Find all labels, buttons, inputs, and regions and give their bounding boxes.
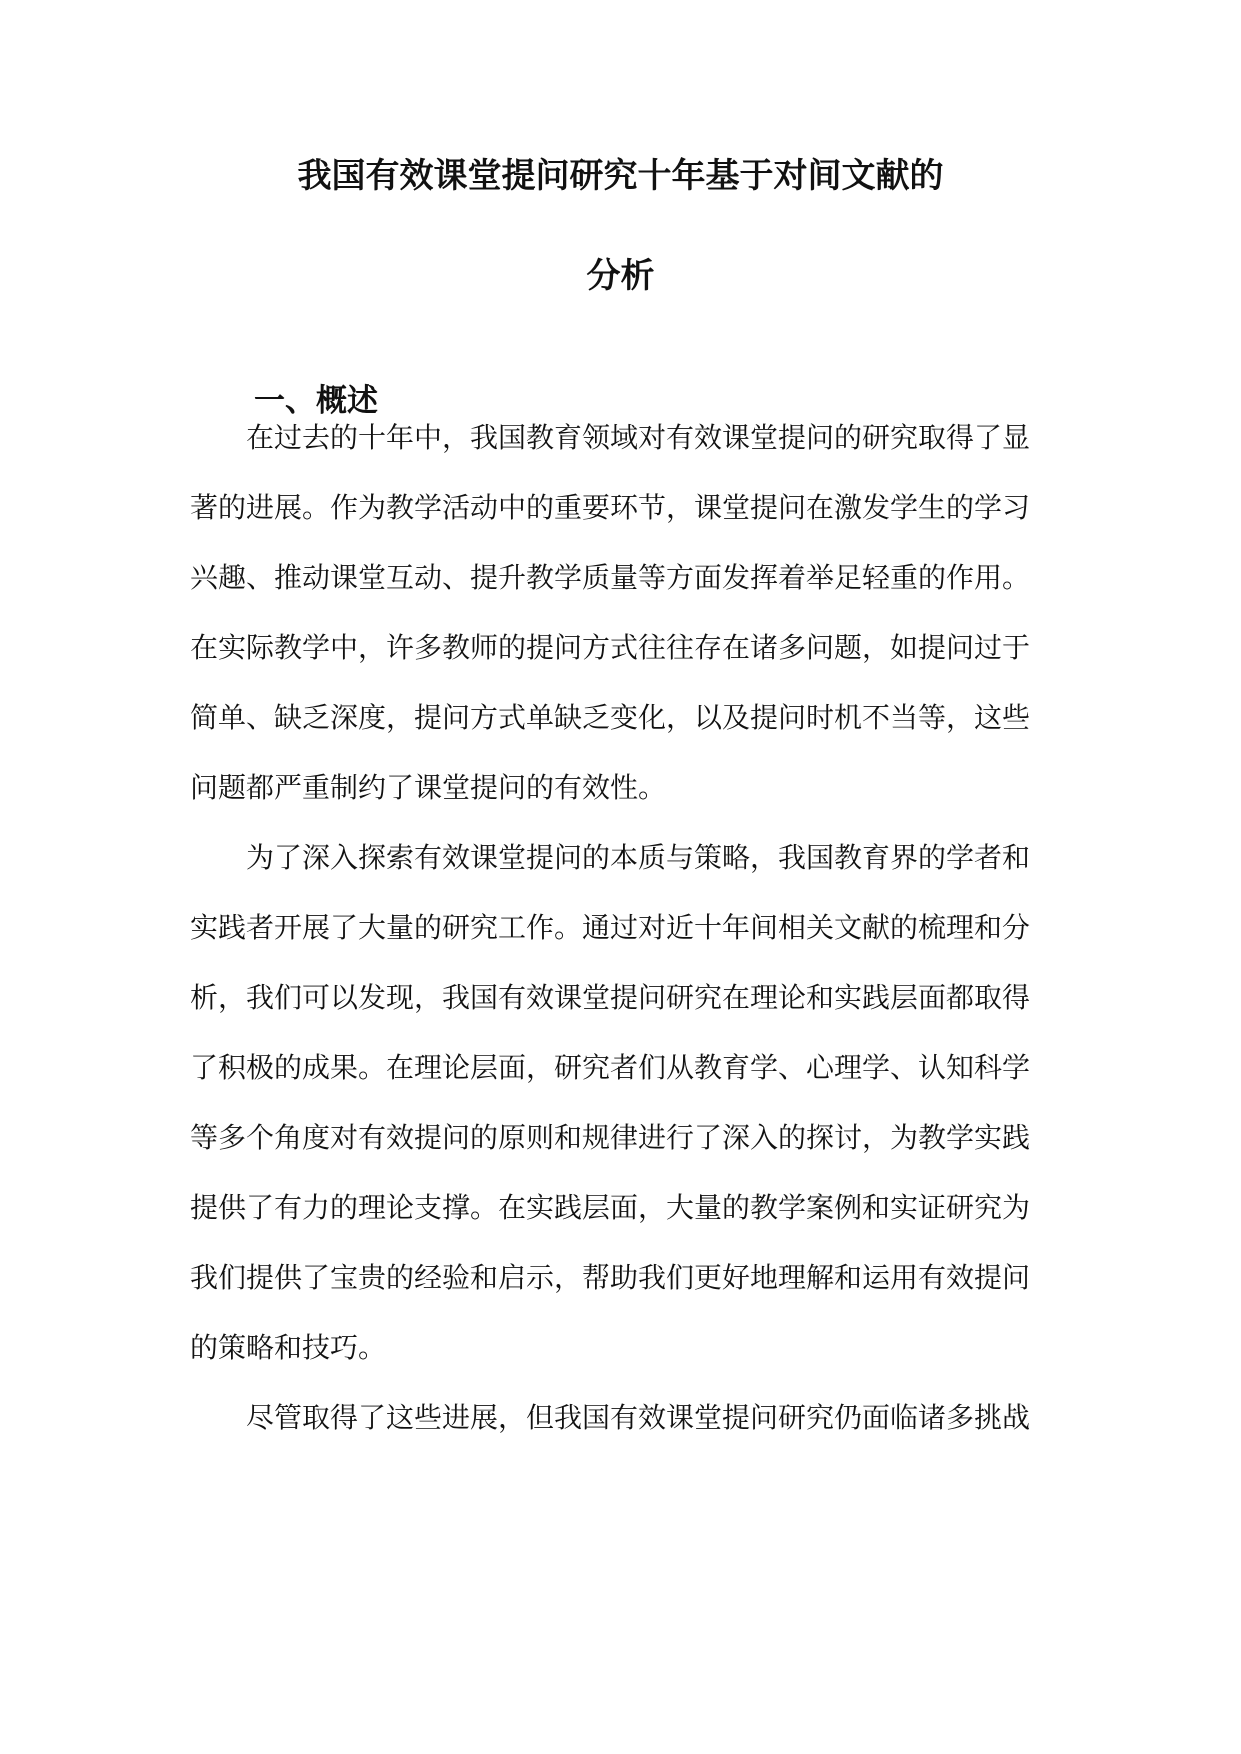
paragraph-line: 问题都严重制约了课堂提问的有效性。 (190, 771, 667, 804)
paragraph-line: 在实际教学中，许多教师的提问方式往往存在诸多问题，如提问过于 (190, 631, 1031, 664)
paragraph-line: 为了深入探索有效课堂提问的本质与策略，我国教育界的学者和 (246, 841, 1031, 874)
paragraph-line: 提供了有力的理论支撑。在实践层面，大量的教学案例和实证研究为 (190, 1191, 1031, 1224)
paragraph-line: 著的进展。作为教学活动中的重要环节，课堂提问在激发学生的学习 (190, 491, 1031, 524)
paragraph-line: 在过去的十年中，我国教育领域对有效课堂提问的研究取得了显 (246, 421, 1031, 454)
paragraph-line: 了积极的成果。在理论层面，研究者们从教育学、心理学、认知科学 (190, 1051, 1031, 1084)
section-heading: 一、概述 (254, 383, 378, 419)
paragraph-line: 我们提供了宝贵的经验和启示，帮助我们更好地理解和运用有效提问 (190, 1261, 1031, 1294)
paragraph-line: 兴趣、推动课堂互动、提升教学质量等方面发挥着举足轻重的作用。 (190, 561, 1031, 594)
paragraph-line: 等多个角度对有效提问的原则和规律进行了深入的探讨，为教学实践 (190, 1121, 1031, 1154)
paragraph-line: 尽管取得了这些进展，但我国有效课堂提问研究仍面临诸多挑战 (246, 1401, 1031, 1434)
document-title-line-2: 分析 (586, 256, 655, 296)
paragraph-line: 实践者开展了大量的研究工作。通过对近十年间相关文献的梳理和分 (190, 911, 1031, 944)
paragraph-line: 简单、缺乏深度，提问方式单缺乏变化，以及提问时机不当等，这些 (190, 701, 1031, 734)
paragraph-line: 析，我们可以发现，我国有效课堂提问研究在理论和实践层面都取得 (190, 981, 1031, 1014)
paragraph-line: 的策略和技巧。 (190, 1331, 387, 1364)
document-title-line-1: 我国有效课堂提问研究十年基于对间文献的 (297, 156, 944, 196)
